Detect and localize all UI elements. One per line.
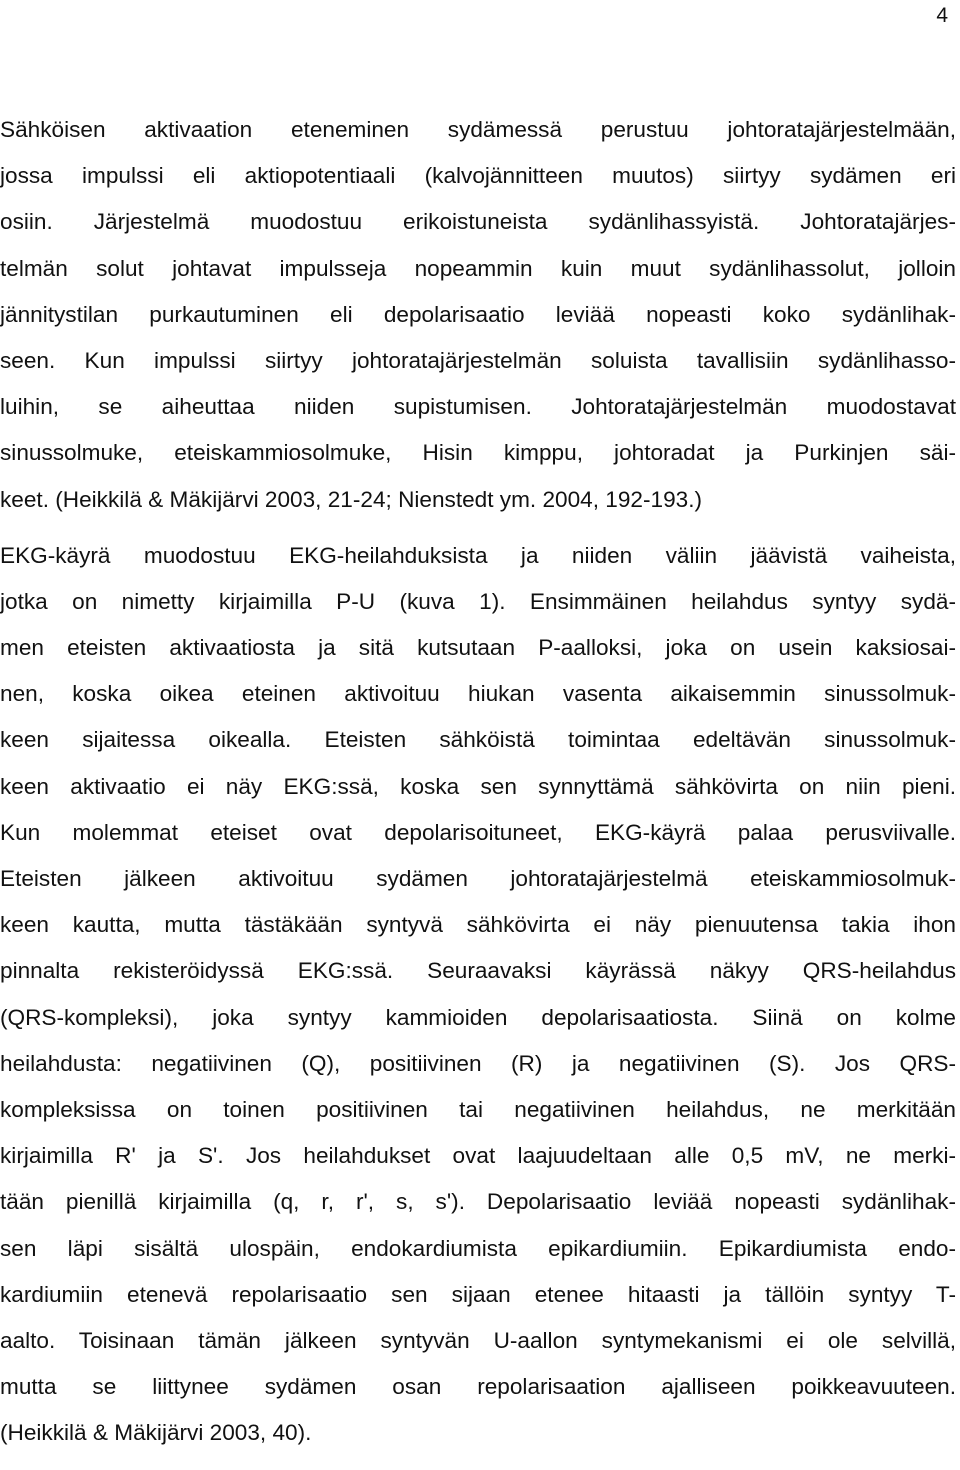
- text-line: sen läpi sisältä ulospäin, endokardiumista epikardiumiin. Epikardiumista endo-: [0, 1235, 956, 1261]
- paragraph-activation: [0, 107, 956, 523]
- text-line: keen aktivaatio ei näy EKG:ssä, koska sen synnyttämä sähkövirta on niin pieni.: [0, 773, 956, 799]
- paragraph-ekg: [0, 533, 956, 1457]
- paragraph-spacer: [0, 523, 956, 533]
- page-number: 4: [936, 4, 948, 27]
- text-line: keen kautta, mutta tästäkään syntyvä sähkövirta ei näy pienuutensa takia ihon: [0, 912, 956, 938]
- text-line: (Heikkilä & Mäkijärvi 2003, 40).: [0, 1420, 312, 1446]
- text-line: (QRS-kompleksi), joka syntyy kammioiden depolarisaatiosta. Siinä on kolme: [0, 1004, 956, 1030]
- text-line: keet. (Heikkilä & Mäkijärvi 2003, 21-24; Nienstedt ym. 2004, 192-193.): [0, 486, 703, 512]
- text-line: jotka on nimetty kirjaimilla P-U (kuva 1). Ensimmäinen heilahdus syntyy sydä-: [0, 588, 956, 614]
- text-line: nen, koska oikea eteinen aktivoituu hiukan vasenta aikaisemmin sinussolmuk-: [0, 681, 956, 707]
- text-line: heilahdusta: negatiivinen (Q), positiivinen (R) ja negatiivinen (S). Jos QRS-: [0, 1050, 956, 1076]
- document-body: [0, 107, 956, 1456]
- text-line: seen. Kun impulssi siirtyy johtoratajärjestelmän soluista tavallisiin sydänlihasso-: [0, 347, 956, 373]
- text-line: telmän solut johtavat impulsseja nopeammin kuin muut sydänlihassolut, jolloin: [0, 255, 956, 281]
- text-line: Sähköisen aktivaation eteneminen sydämessä perustuu johtoratajärjestelmään,: [0, 117, 956, 142]
- text-line: kompleksissa on toinen positiivinen tai negatiivinen heilahdus, ne merkitään: [0, 1096, 956, 1122]
- text-line: kirjaimilla R' ja S'. Jos heilahdukset ovat laajuudeltaan alle 0,5 mV, ne merki-: [0, 1143, 956, 1169]
- text-line: pinnalta rekisteröidyssä EKG:ssä. Seuraavaksi käyrässä näkyy QRS-heilahdus: [0, 958, 956, 984]
- text-line: mutta se liittynee sydämen osan repolarisaation ajalliseen poikkeavuuteen.: [0, 1374, 956, 1400]
- text-line: Eteisten jälkeen aktivoituu sydämen johtoratajärjestelmä eteiskammiosolmuk-: [0, 866, 956, 891]
- text-line: aalto. Toisinaan tämän jälkeen syntyvän U-aallon syntymekanismi ei ole selvillä,: [0, 1327, 956, 1353]
- text-line: kardiumiin etenevä repolarisaatio sen sijaan etenee hitaasti ja tällöin syntyy T-: [0, 1281, 956, 1307]
- text-line: luihin, se aiheuttaa niiden supistumisen. Johtoratajärjestelmän muodostavat: [0, 394, 956, 420]
- text-line: keen sijaitessa oikealla. Eteisten sähköistä toimintaa edeltävän sinussolmuk-: [0, 727, 956, 753]
- text-line: osiin. Järjestelmä muodostuu erikoistuneista sydänlihassyistä. Johtoratajärjes-: [0, 209, 956, 235]
- text-line: Kun molemmat eteiset ovat depolarisoituneet, EKG-käyrä palaa perusviivalle.: [0, 819, 956, 845]
- text-line: men eteisten aktivaatiosta ja sitä kutsutaan P-aalloksi, joka on usein kaksiosai-: [0, 635, 956, 661]
- text-line: tään pienillä kirjaimilla (q, r, r', s, s'). Depolarisaatio leviää nopeasti sydänlihak-: [0, 1189, 956, 1215]
- text-line: EKG-käyrä muodostuu EKG-heilahduksista ja niiden väliin jäävistä vaiheista,: [0, 542, 956, 568]
- text-line: jännitystilan purkautuminen eli depolarisaatio leviää nopeasti koko sydänlihak-: [0, 301, 956, 327]
- text-line: sinussolmuke, eteiskammiosolmuke, Hisin kimppu, johtoradat ja Purkinjen säi-: [0, 440, 956, 466]
- text-line: jossa impulssi eli aktiopotentiaali (kalvojännitteen muutos) siirtyy sydämen eri: [0, 163, 956, 189]
